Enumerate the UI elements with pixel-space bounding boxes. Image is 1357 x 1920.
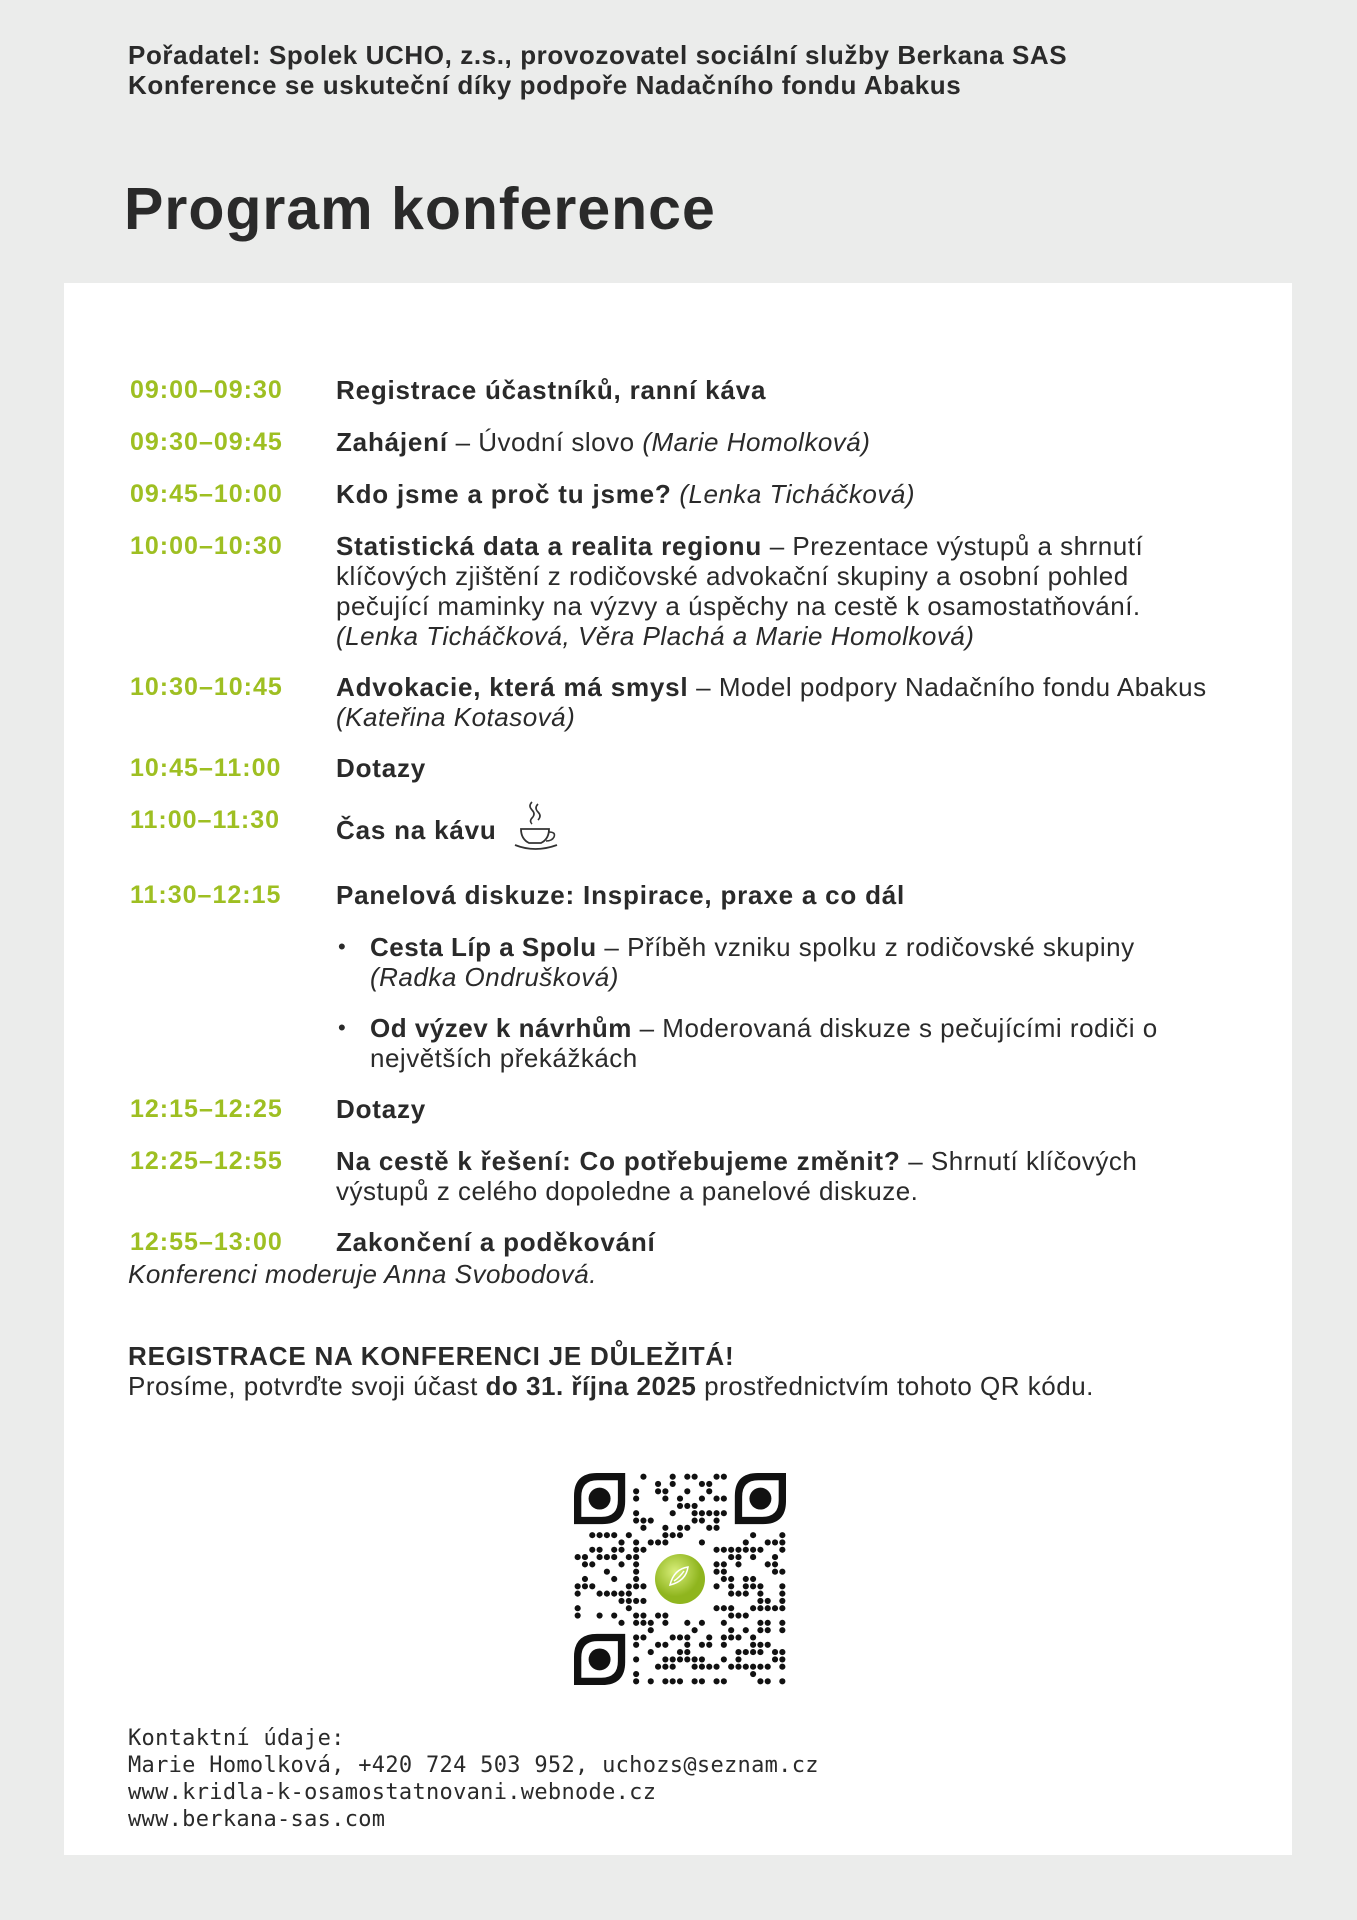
program-description xyxy=(336,427,1216,457)
program-text: – Prezentace výstupů a shrnutí klíčových zjištění z rodičovské advokační skupiny a osobní pohled pečující maminky na výzvy a úspěchy na cestě k osamostatňování. xyxy=(336,531,1144,621)
program-row xyxy=(130,427,1260,458)
program-description xyxy=(336,753,1216,783)
registration-heading: REGISTRACE NA KONFERENCI JE DŮLEŽITÁ! xyxy=(128,1341,735,1371)
program-row xyxy=(130,805,1260,859)
page-title: Program konference xyxy=(124,176,716,242)
program-description xyxy=(336,672,1216,732)
program-row xyxy=(130,880,1260,911)
program-title: Dotazy xyxy=(336,1094,427,1124)
header xyxy=(128,40,1278,100)
program-text: – Úvodní slovo xyxy=(447,427,643,457)
organizer-line: Pořadatel: Spolek UCHO, z.s., provozovatel sociální služby Berkana SAS xyxy=(128,40,1068,70)
program-title: Na cestě k řešení: Co potřebujeme změnit? xyxy=(336,1146,901,1176)
list-item xyxy=(336,932,1216,992)
program-title: Zakončení a poděkování xyxy=(336,1227,656,1257)
program-row xyxy=(130,479,1260,510)
program-time: 10:30–10:45 xyxy=(130,673,283,701)
program-row xyxy=(130,1094,1260,1125)
program-description xyxy=(336,880,1216,910)
panel-item-title: Cesta Líp a Spolu xyxy=(370,932,597,962)
contact-label: Kontaktní údaje: xyxy=(128,1726,345,1751)
contact-block xyxy=(128,1725,819,1833)
program-time: 10:00–10:30 xyxy=(130,532,283,560)
program-list xyxy=(130,375,1260,1279)
support-line: Konference se uskuteční díky podpoře Nadačního fondu Abakus xyxy=(128,70,962,100)
program-row xyxy=(130,753,1260,784)
program-time: 09:30–09:45 xyxy=(130,428,283,456)
program-time: 12:25–12:55 xyxy=(130,1147,283,1175)
program-time: 11:30–12:15 xyxy=(130,881,282,909)
panel-item-text: – Moderovaná diskuze s pečujícími rodiči o největších překážkách xyxy=(370,1013,1158,1073)
program-row xyxy=(130,531,1260,651)
program-text: – Shrnutí klíčových výstupů z celého dopoledne a panelové diskuze. xyxy=(336,1146,1138,1206)
program-time: 09:00–09:30 xyxy=(130,376,283,404)
program-row xyxy=(130,1146,1260,1206)
panel-item-speakers: (Radka Ondrušková) xyxy=(370,962,619,992)
program-title: Registrace účastníků, ranní káva xyxy=(336,375,767,405)
qr-code[interactable] xyxy=(574,1473,786,1685)
program-description xyxy=(336,375,1216,405)
registration-text-after: prostřednictvím tohoto QR kódu. xyxy=(696,1371,1094,1401)
registration-deadline: do 31. října 2025 xyxy=(485,1371,697,1401)
website-link[interactable]: www.kridla-k-osamostatnovani.webnode.cz xyxy=(128,1780,657,1805)
program-card xyxy=(64,283,1292,1855)
moderator-note: Konferenci moderuje Anna Svobodová. xyxy=(128,1259,597,1289)
contact-person: Marie Homolková, +420 724 503 952, uchozs@seznam.cz xyxy=(128,1753,819,1778)
program-description xyxy=(336,805,1216,859)
panel-list xyxy=(336,932,1216,1073)
program-time: 11:00–11:30 xyxy=(130,806,281,834)
program-title: Panelová diskuze: Inspirace, praxe a co dál xyxy=(336,880,906,910)
coffee-cup-icon xyxy=(513,799,559,853)
program-row xyxy=(130,672,1260,732)
program-title: Statistická data a realita regionu xyxy=(336,531,763,561)
panel-item-text: – Příběh vzniku spolku z rodičovské skupiny xyxy=(596,932,1135,962)
program-speakers: (Marie Homolková) xyxy=(642,427,871,457)
program-speakers: (Lenka Ticháčková, Věra Plachá a Marie Homolková) xyxy=(336,621,975,651)
registration-text xyxy=(128,1371,1248,1401)
program-row xyxy=(130,375,1260,406)
program-description xyxy=(336,479,1216,509)
program-speakers: (Lenka Ticháčková) xyxy=(679,479,915,509)
program-time: 10:45–11:00 xyxy=(130,754,282,782)
program-time: 12:15–12:25 xyxy=(130,1095,283,1123)
program-time: 12:55–13:00 xyxy=(130,1228,283,1256)
list-item xyxy=(336,1013,1216,1073)
program-description xyxy=(336,1227,1216,1257)
program-row xyxy=(130,1227,1260,1258)
program-title: Dotazy xyxy=(336,753,427,783)
program-speakers: (Kateřina Kotasová) xyxy=(336,702,576,732)
program-description xyxy=(336,531,1216,651)
program-title: Kdo jsme a proč tu jsme? xyxy=(336,479,672,509)
program-time: 09:45–10:00 xyxy=(130,480,283,508)
program-description xyxy=(336,1094,1216,1124)
website-link[interactable]: www.berkana-sas.com xyxy=(128,1807,386,1832)
panel-item-title: Od výzev k návrhům xyxy=(370,1013,632,1043)
program-title: Zahájení xyxy=(336,427,448,457)
program-text: – Model podpory Nadačního fondu Abakus xyxy=(688,672,1207,702)
registration-text-before: Prosíme, potvrďte svoji účast xyxy=(128,1371,486,1401)
registration-block xyxy=(128,1341,1248,1401)
program-title: Advokacie, která má smysl xyxy=(336,672,689,702)
program-description xyxy=(336,1146,1216,1206)
program-title: Čas na kávu xyxy=(336,814,497,845)
